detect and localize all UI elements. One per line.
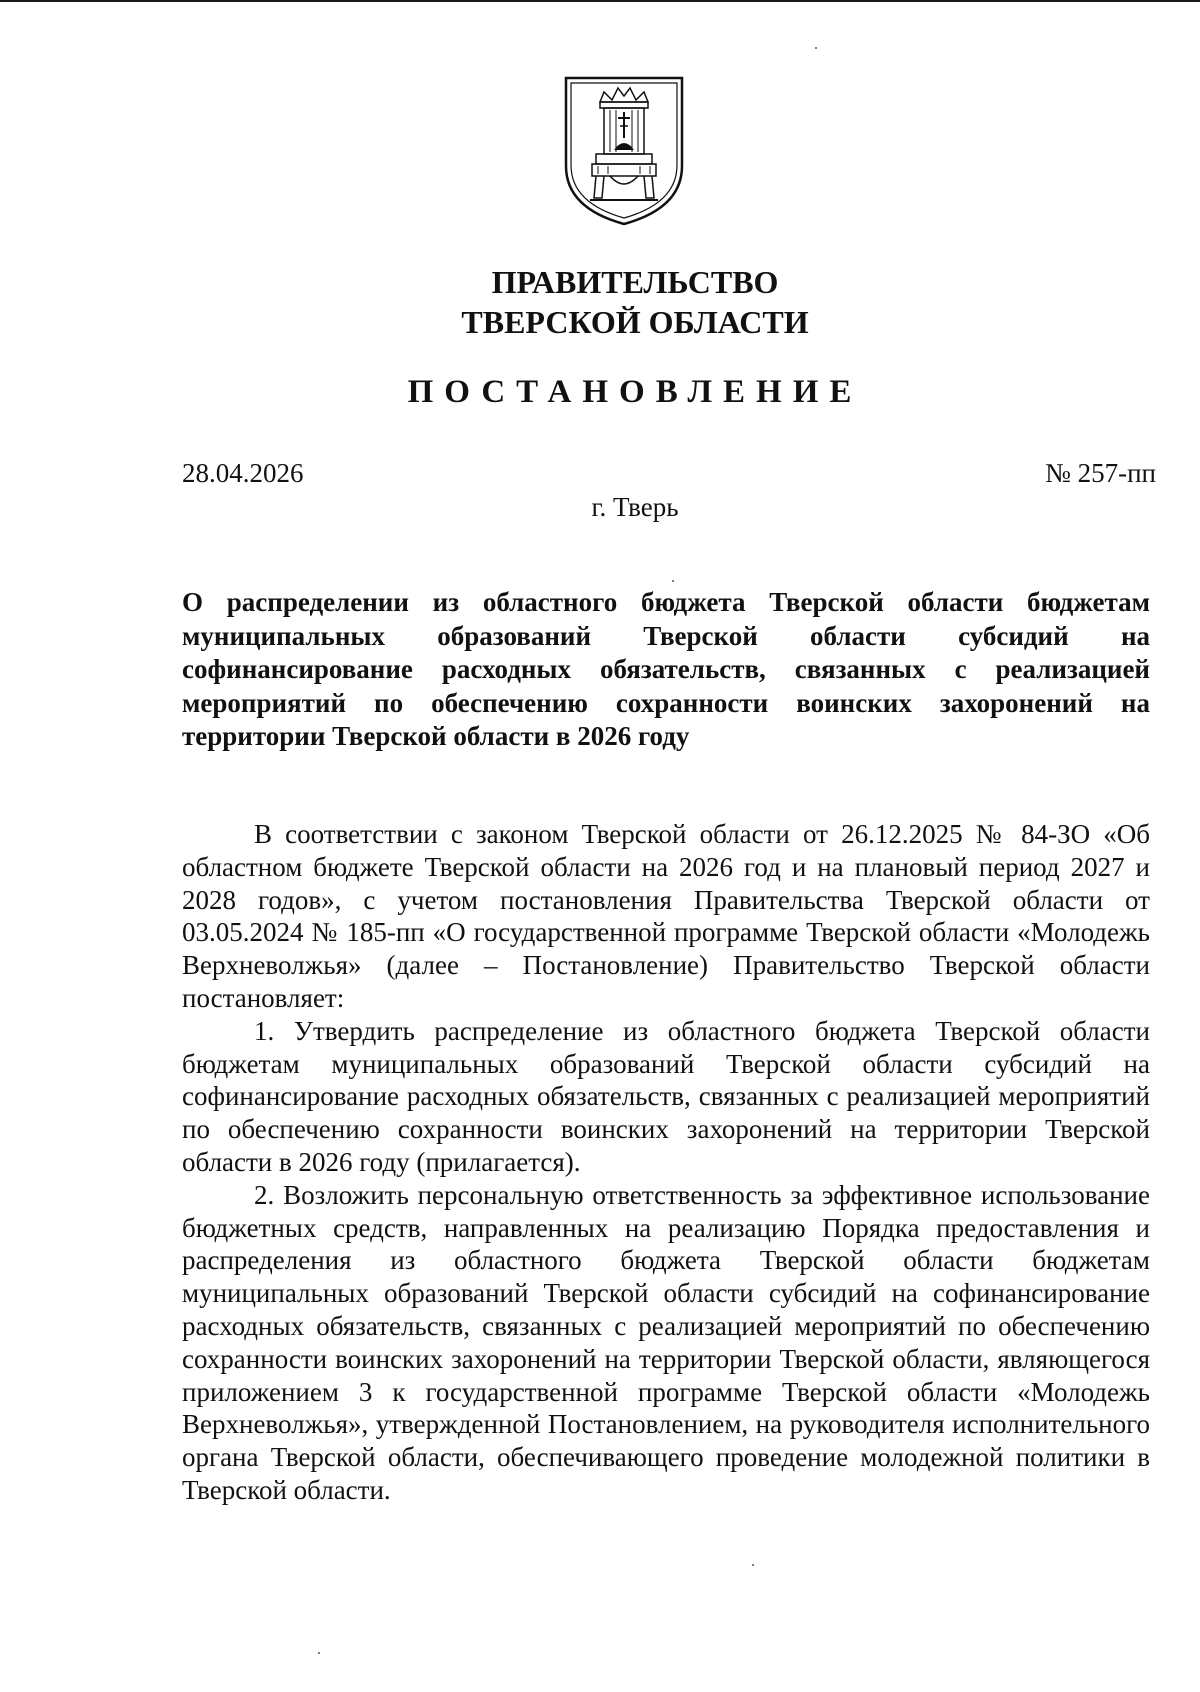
scan-speck [815, 47, 817, 49]
page-top-edge [0, 0, 1200, 2]
document-number: № 257-пп [1045, 458, 1156, 488]
document-body [182, 818, 1150, 1507]
paragraph-item-2: 2. Возложить персональную ответственность за эффективное использование бюджетных средств, направленных на реализацию Порядка предоставления и распределения из областного бюджета Тверской области бюджетам муниципальных образований Тверской области субсидий на софинансирование расходных обязательств, связанных с реализацией мероприятий по обеспечению сохранности воинских захоронений на территории Тверской области, являющегося приложением 3 к государственной программе Тверской области «Молодежь Верхневолжья», утвержденной Постановлением, на руководителя исполнительного органа Тверской области, обеспечивающего проведение молодежной политики в Тверской области. [182, 1179, 1150, 1505]
coat-of-arms-icon [562, 74, 686, 226]
government-name-line2: ТВЕРСКОЙ ОБЛАСТИ [461, 304, 809, 340]
document-title: О распределении из областного бюджета Тверской области бюджетам муниципальных образований Тверской области субсидий на софинансирование расходных обязательств, связанных с реализацией мероприятий по обеспечению сохранности воинских захоронений на территории Тверской области в 2026 году [182, 587, 1150, 751]
document-date: 28.04.2026 [182, 458, 304, 488]
scan-speck [752, 1564, 754, 1566]
scan-speck [318, 1652, 320, 1654]
scan-speck [672, 580, 674, 582]
paragraph-item-1: 1. Утвердить распределение из областного бюджета Тверской области бюджетам муниципальных образований Тверской области субсидий на софинансирование расходных обязательств, связанных с реализацией мероприятий по обеспечению сохранности воинских захоронений на территории Тверской области в 2026 году (прилагается). [182, 1015, 1150, 1177]
government-name-line1: ПРАВИТЕЛЬСТВО [491, 264, 779, 300]
document-city: г. Тверь [591, 492, 679, 522]
document-type: ПОСТАНОВЛЕНИЕ [407, 374, 863, 410]
paragraph-preamble: В соответствии с законом Тверской области от 26.12.2025 № 84-ЗО «Об областном бюджете Тверской области на 2026 год и на плановый период 2027 и 2028 годов», с учетом постановления Правительства Тверской области от 03.05.2024 № 185-пп «О государственной программе Тверской области «Молодежь Верхневолжья» (далее – Постановление) Правительство Тверской области постановляет: [182, 819, 1150, 1013]
